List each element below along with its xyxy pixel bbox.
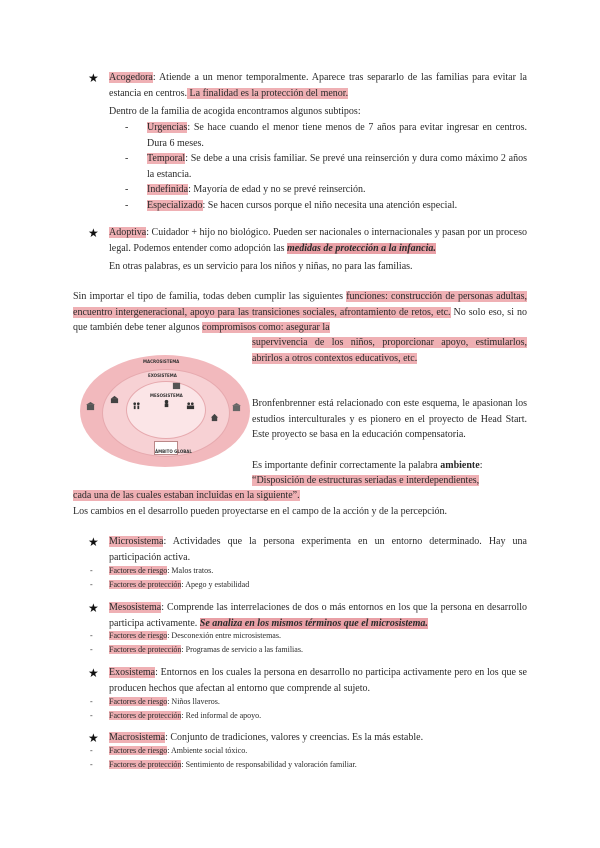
mesosystem-label: MESOSISTEMA	[150, 393, 183, 398]
subtype-text: : Se hacen cursos porque el niño necesita una atención especial.	[202, 199, 458, 211]
subtype-term: Especializado	[147, 199, 203, 211]
protection-text: : Programas de servicio a las familias.	[181, 645, 303, 654]
dash-bullet: -	[90, 746, 93, 755]
family-icon	[132, 401, 141, 410]
dash-bullet: -	[90, 580, 93, 589]
adoptiva-text2: En otras palabras, es un servicio para los niños y niñas, no para las familias.	[109, 261, 413, 272]
acogedora-highlight: La finalidad es la protección del menor.	[187, 87, 349, 99]
ambiente-definition	[252, 458, 527, 474]
changes-paragraph: Los cambios en el desarrollo pueden proyectarse en el campo de la acción y de la percepción.	[73, 506, 448, 517]
friends-icon	[186, 401, 195, 410]
risk-label: Factores de riesgo	[109, 697, 168, 706]
subtype-text: : Mayoría de edad y no se prevé reinserción.	[188, 184, 366, 195]
building-icon	[86, 402, 95, 411]
exosystem-term: Exosistema	[109, 667, 156, 678]
bronfenbrenner-paragraph: Bronfenbrenner está relacionado con este esquema, le apasionan los estudios interculturales y es pionero en el proyecto de Head Start. Este proyecto se basa en la educación compensatoria.	[252, 398, 527, 440]
protection-label: Factores de protección	[109, 580, 182, 589]
star-bullet-icon: ★	[88, 71, 99, 85]
acogedora-paragraph	[109, 70, 527, 101]
institution-icon	[232, 403, 241, 412]
mesosystem-highlight: Se analiza en los mismos términos que el microsistema.	[199, 617, 428, 629]
protection-text: : Sentimiento de responsabilidad y valoración familiar.	[181, 760, 357, 769]
list-item	[125, 182, 527, 198]
dash-bullet: -	[90, 760, 93, 769]
adoptiva-term: Adoptiva	[109, 227, 147, 238]
macrosystem-text: : Conjunto de tradiciones, valores y creencias. Es la más estable.	[165, 732, 424, 743]
mesosystem-paragraph	[109, 600, 527, 631]
funciones-text2: No solo eso, si no que también debe tener algunos	[73, 306, 527, 333]
mesosystem-term: Mesosistema	[109, 602, 162, 613]
macrosystem-label: MACROSISTEMA	[143, 359, 180, 364]
bronfenbrenner-diagram	[80, 355, 250, 470]
school-icon	[110, 395, 119, 404]
funciones-text: Sin importar el tipo de familia, todas deben cumplir las siguientes	[73, 291, 347, 302]
risk-text: : Ambiente social tóxico.	[167, 746, 248, 755]
protection-label: Factores de protección	[109, 711, 182, 720]
quote-highlight-cont: cada una de las cuales estaban incluidas en la siguiente”.	[73, 490, 300, 501]
risk-text: : Malos tratos.	[167, 566, 214, 575]
microsystem-paragraph	[109, 534, 527, 565]
microsystem-term: Microsistema	[109, 536, 164, 547]
protection-label: Factores de protección	[109, 645, 182, 654]
acogedora-term: Acogedora	[109, 72, 153, 83]
list-item	[125, 151, 527, 182]
risk-label: Factores de riesgo	[109, 746, 168, 755]
dash-bullet: -	[90, 711, 93, 720]
acogedora-text: : Atiende a un menor temporalmente. Aparece tras separarlo de las familias para evitar la estancia en centros.	[109, 72, 527, 99]
protection-text: : Apego y estabilidad	[181, 580, 250, 589]
compromisos-highlight: compromisos como: asegurar la	[202, 322, 330, 333]
macrosystem-term: Macrosistema	[109, 732, 166, 743]
dash-bullet: -	[90, 645, 93, 654]
list-item	[125, 198, 527, 214]
star-bullet-icon: ★	[88, 731, 99, 745]
list-item	[125, 120, 527, 151]
exosystem-paragraph	[109, 665, 527, 696]
dash-bullet: -	[90, 631, 93, 640]
star-bullet-icon: ★	[88, 601, 99, 615]
risk-text: : Desconexión entre microsistemas.	[167, 631, 281, 640]
star-bullet-icon: ★	[88, 535, 99, 549]
funciones-highlight: funciones: construcción de personas adultas, encuentro intergeneracional, apoyo para las transiciones sociales, afrontamiento de retos, etc.	[73, 291, 527, 318]
protection-text: : Red informal de apoyo.	[181, 711, 262, 720]
dash-bullet: -	[90, 697, 93, 706]
protection-label: Factores de protección	[109, 760, 182, 769]
compromisos-highlight-cont: supervivencia de los niños, proporcionar apoyo, estimularlos, abrirlos a otros contextos educativos, etc.	[252, 337, 527, 364]
ambiente-word: ambiente	[440, 460, 480, 471]
exosystem-label: EXOSISTEMA	[148, 373, 177, 378]
adoptiva-text: : Cuidador + hijo no biológico. Pueden ser nacionales o internacionales y pasan por un proceso legal. Podemos entender como adopción las	[109, 227, 527, 254]
quote-highlight: “Disposición de estructuras seriadas e interdependientes,	[252, 475, 480, 486]
adoptiva-highlight: medidas de protección a la infancia.	[287, 242, 436, 254]
acogedora-intro: Dentro de la familia de acogida encontramos algunos subtipos:	[109, 106, 361, 117]
child-icon	[162, 399, 171, 408]
microsystem-text: : Actividades que la persona experimenta en un entorno determinado. Hay una participación activa.	[109, 536, 527, 563]
star-bullet-icon: ★	[88, 666, 99, 680]
star-bullet-icon: ★	[88, 226, 99, 240]
subtype-term: Temporal	[147, 153, 186, 164]
funciones-paragraph	[73, 289, 527, 336]
exosystem-text: : Entornos en los cuales la persona en desarrollo no participa activamente pero en los que se producen hechos que afectan al entorno que comprende al sujeto.	[109, 667, 527, 694]
subtype-text: : Se debe a una crisis familiar. Se prevé una reinserción y dura como máximo 2 años la estancia.	[147, 153, 527, 180]
global-label: ÁMBITO GLOBAL	[155, 449, 192, 454]
mesosystem-text: : Comprende las interrelaciones de dos o más entornos en los que la persona en desarrollo participa activamente.	[109, 602, 527, 629]
workplace-icon	[172, 381, 181, 390]
compromisos-continued	[252, 335, 527, 366]
definition-prefix: Es importante definir correctamente la palabra	[252, 460, 441, 471]
risk-text: : Niños llaveros.	[167, 697, 220, 706]
subtype-term: Indefinida	[147, 184, 189, 195]
subtypes-list	[125, 120, 527, 213]
subtype-term: Urgencias	[147, 122, 188, 133]
subtype-text: : Se hace cuando el menor tiene menos de 7 años para evitar ingresar en centros. Dura 6 meses.	[147, 122, 527, 149]
house-icon	[210, 413, 219, 422]
risk-label: Factores de riesgo	[109, 631, 168, 640]
dash-bullet: -	[90, 566, 93, 575]
risk-label: Factores de riesgo	[109, 566, 168, 575]
quote-line-2	[73, 488, 527, 504]
mesosystem-ring	[126, 381, 206, 439]
definition-colon: :	[479, 460, 483, 471]
quote-line-1	[252, 473, 527, 489]
adoptiva-paragraph	[109, 225, 527, 256]
macrosystem-paragraph	[109, 730, 527, 746]
